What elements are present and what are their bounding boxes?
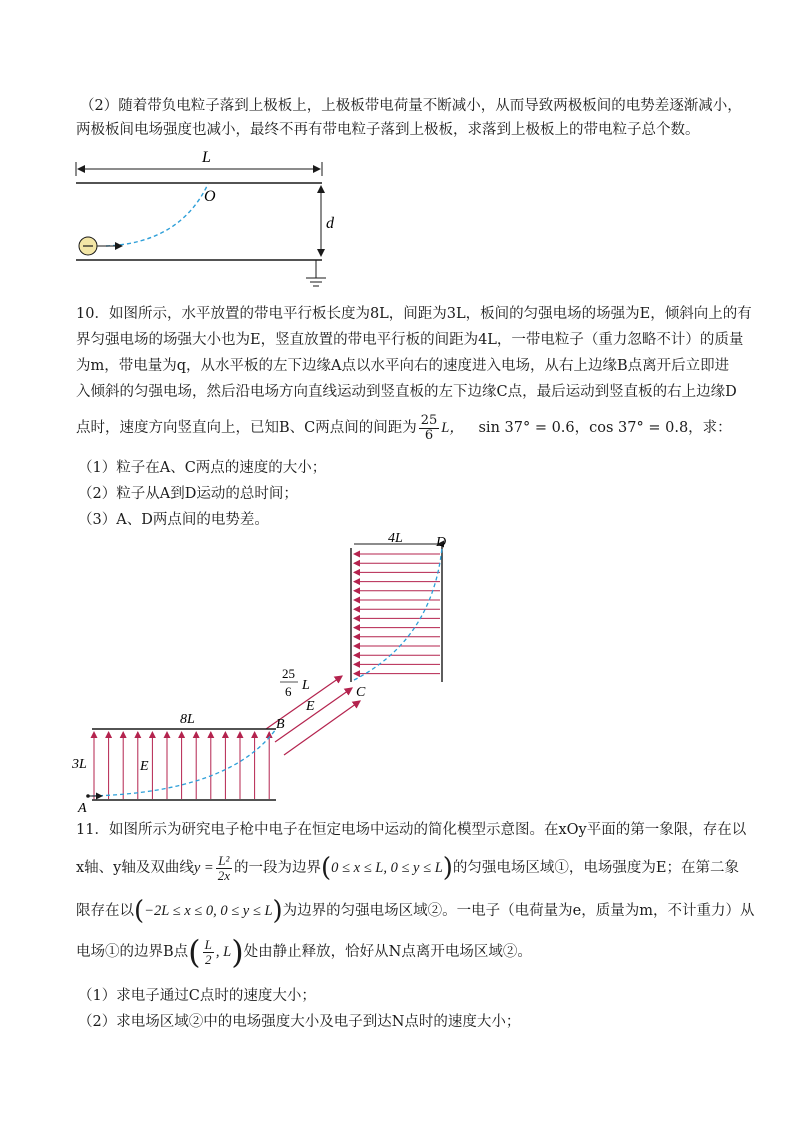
q10-line5-text: 点时，速度方向竖直向上，已知B、C两点间的间距为 (76, 420, 417, 436)
q11-line1: 11．如图所示为研究电子枪中电子在恒定电场中运动的简化模型示意图。在xOy平面的第一象限，存在以 (76, 822, 747, 838)
q11-pt-frac (203, 938, 214, 967)
q11-sub2: （2）求电场区域②中的电场强度大小及电子到达N点时的速度大小； (78, 1014, 521, 1030)
q10-cos: cos 37° = 0.8 (589, 420, 689, 436)
q9-label-d: d (326, 215, 334, 232)
q9-figure (70, 148, 360, 298)
q10-label-A: A (78, 801, 87, 815)
q10-figure (70, 530, 470, 815)
q10-line1: 10．如图所示，水平放置的带电平行板长度为8L，间距为3L，板间的匀强电场的场强为E，倾斜向上的有 (76, 306, 752, 322)
q10-label-E2: E (306, 699, 315, 714)
q10-line5: 点时，速度方向竖直向上，已知B、C两点间的间距为 $\frac{25}{6}$ L， sin 37° = 0.6，cos 37° = 0.8，求： (76, 412, 732, 443)
q11-pt-den: 2 (205, 951, 212, 967)
q10-line2: 界匀强电场的场强大小也为E，竖直放置的带电平行板的间距为4L，一带电粒子（重力忽略不计）的质量 (76, 332, 744, 348)
q9-part2-line2: 两极板间电场强度也减小，最终不再有带电粒子落到上极板，求落到上极板上的带电粒子总个数。 (76, 122, 700, 138)
q9-label-O: O (204, 188, 216, 205)
q10-sub2: （2）粒子从A到D运动的总时间； (78, 486, 298, 502)
q9-trajectory (106, 184, 208, 246)
q10-traj-AB (92, 729, 276, 796)
q10-sin: sin 37° = 0.6 (478, 420, 575, 436)
q11-line3-b: 为边界的匀强电场区域②。一电子（电荷量为e，质量为m，不计重力）从 (282, 903, 755, 919)
q11-eq-den: 2x (217, 867, 231, 883)
q10-point-A (86, 794, 90, 798)
q10-frac-num: 25 (420, 412, 438, 428)
q11-eq-lhs: y = (193, 860, 214, 876)
q10-label-3L: 3L (72, 757, 87, 772)
q11-range2: −2L ≤ x ≤ 0, 0 ≤ y ≤ L (144, 903, 273, 919)
q10-label-D: D (436, 535, 447, 550)
q10-label-C: C (356, 685, 366, 700)
q10-label-4L: 4L (388, 531, 403, 546)
q11-pt-y: , L (215, 944, 232, 960)
q10-frac-den: 6 (424, 427, 434, 443)
q11-sub1: （1）求电子通过C点时的速度大小； (78, 988, 316, 1004)
q10-line5-end: ，求： (688, 420, 732, 436)
q9-part2-line1: （2）随着带负电粒子落到上极板上，上极板带电荷量不断减小，从而导致两极板间的电势差逐渐减小， (80, 98, 742, 114)
q10-label-B: B (276, 717, 285, 732)
q10-hfield-arrows (94, 732, 269, 799)
q10-sub3: （3）A、D两点间的电势差。 (78, 512, 269, 528)
q10-fraction (419, 414, 440, 443)
q10-label-frac-var: L (302, 678, 310, 693)
q11-eq-frac (216, 854, 232, 883)
q10-line3: 为m，带电量为q，从水平板的左下边缘A点以水平向右的速度进入电场，从右上边缘B点离开后立即进 (76, 358, 730, 374)
q11-range1: 0 ≤ x ≤ L, 0 ≤ y ≤ L (331, 860, 443, 876)
q9-label-L: L (202, 149, 211, 166)
q11-line3-a: 限存在以 (76, 903, 134, 919)
q10-line4: 入倾斜的匀强电场，然后沿电场方向直线运动到竖直板的左下边缘C点，最后运动到竖直板的右上边缘D (76, 384, 737, 400)
q10-frac-var: L， (441, 420, 464, 436)
q10-sub1: （1）粒子在A、C两点的速度的大小； (78, 460, 327, 476)
q11-line4-b: 处由静止释放，恰好从N点离开电场区域②。 (243, 944, 532, 960)
q10-label-E1: E (140, 759, 149, 774)
q11-line3: 限存在以(−2L ≤ x ≤ 0, 0 ≤ y ≤ L)为边界的匀强电场区域②。一电子（电荷量为e，质量为m，不计重力）从 (76, 896, 755, 926)
q10-vfield-arrows (354, 554, 440, 674)
q11-line4: 电场①的边界B点( $\frac{L}{2}$ , L)处由静止释放，恰好从N点离开电场区域②。 (76, 933, 532, 971)
q11-line4-a: 电场①的边界B点 (76, 944, 189, 960)
q10-traj-CD (354, 548, 442, 680)
q11-line2-b: 的一段为边界 (234, 860, 322, 876)
q11-line2: x轴、y轴及双曲线y = $\frac{\text{L²}}{2x}$ 的一段为边界(0 ≤ x ≤ L, 0 ≤ y ≤ L)的匀强电场区域①，电场强度为E；在第二象 (76, 852, 740, 883)
q10-label-8L: 8L (180, 712, 195, 727)
q11-line2-a: x轴、y轴及双曲线 (76, 860, 194, 876)
q11-pt-num: L (204, 936, 212, 952)
q10-label-frac-den: 6 (285, 684, 292, 699)
q11-line2-c: 的匀强电场区域①，电场强度为E；在第二象 (452, 860, 740, 876)
q11-eq-num: L² (216, 854, 232, 869)
q10-label-frac-num: 25 (282, 666, 295, 681)
